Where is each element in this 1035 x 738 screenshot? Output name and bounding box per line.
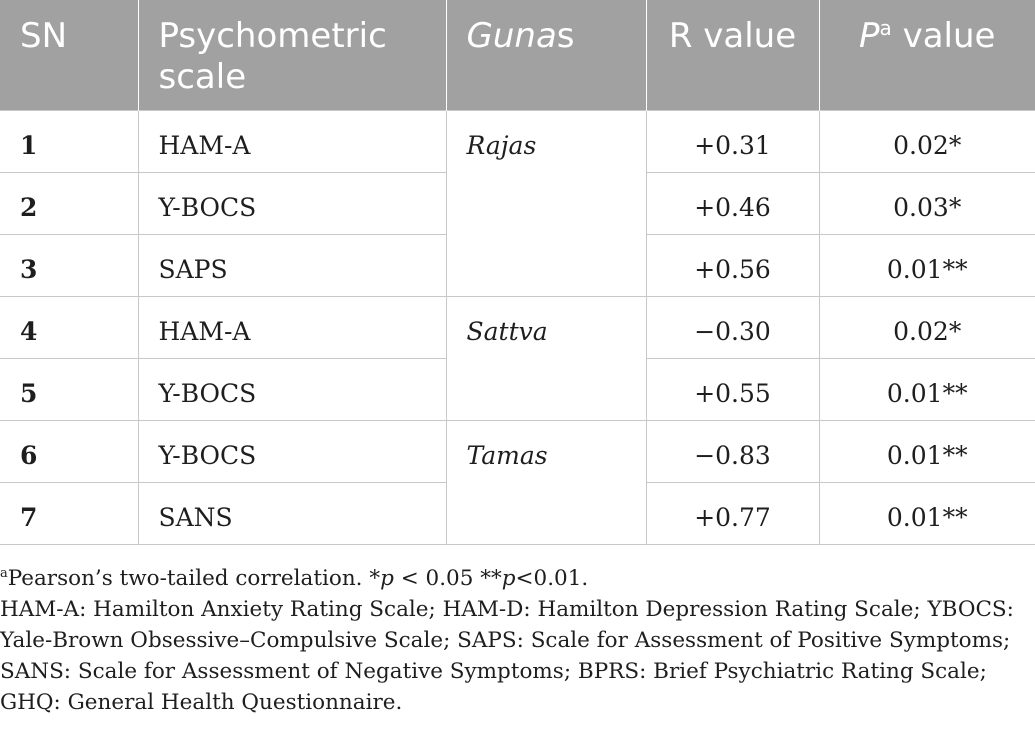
cell-r-value: +0.55 <box>646 358 819 420</box>
cell-scale: HAM-A <box>138 110 446 172</box>
header-row <box>0 0 1035 110</box>
cell-p-value: 0.03* <box>819 172 1035 234</box>
header-gunas-italic: Guna <box>466 16 557 56</box>
cell-sn: 4 <box>0 296 138 358</box>
header-p-superscript: a <box>879 16 892 40</box>
cell-p-value: 0.01** <box>819 358 1035 420</box>
header-p-suffix: value <box>891 16 996 56</box>
header-p-value <box>819 0 1035 110</box>
cell-sn: 3 <box>0 234 138 296</box>
table-row <box>0 420 1035 482</box>
footnote-marker: a <box>0 566 8 581</box>
cell-p-value: 0.02* <box>819 110 1035 172</box>
header-gunas <box>446 0 646 110</box>
table-header <box>0 0 1035 110</box>
cell-sn: 6 <box>0 420 138 482</box>
footnote-abbreviations: HAM-A: Hamilton Anxiety Rating Scale; HAM-D: Hamilton Depression Rating Scale; YBOCS: Yale-Brown Obsessive–Compulsive Scale; SAPS: Scale for Assessment of Positive Symptoms; SANS: Scale for Assessment of Negative Symptoms; BPRS: Brief Psychiatric Rating Scale; GHQ: General Health Questionnaire. <box>0 597 1014 715</box>
cell-r-value: −0.83 <box>646 420 819 482</box>
cell-guna: Tamas <box>446 420 646 544</box>
footnote-text-2: < 0.05 ** <box>393 566 502 591</box>
cell-scale: Y-BOCS <box>138 358 446 420</box>
cell-sn: 2 <box>0 172 138 234</box>
cell-scale: Y-BOCS <box>138 420 446 482</box>
cell-scale: SAPS <box>138 234 446 296</box>
footnote-significance <box>0 563 1035 594</box>
cell-r-value: +0.46 <box>646 172 819 234</box>
cell-sn: 5 <box>0 358 138 420</box>
table-body <box>0 110 1035 544</box>
cell-p-value: 0.01** <box>819 420 1035 482</box>
header-gunas-suffix: s <box>556 16 575 56</box>
cell-scale: SANS <box>138 482 446 544</box>
table-row <box>0 296 1035 358</box>
cell-r-value: +0.56 <box>646 234 819 296</box>
cell-r-value: +0.77 <box>646 482 819 544</box>
header-psychometric-scale: Psychometric scale <box>138 0 446 110</box>
cell-guna: Sattva <box>446 296 646 420</box>
table-row <box>0 110 1035 172</box>
cell-p-value: 0.02* <box>819 296 1035 358</box>
header-p-italic: P <box>859 16 880 56</box>
footnote-text-1: Pearson’s two-tailed correlation. * <box>7 566 381 591</box>
cell-r-value: −0.30 <box>646 296 819 358</box>
cell-scale: Y-BOCS <box>138 172 446 234</box>
footnote-p-2: p <box>501 566 516 591</box>
table-footnotes <box>0 563 1035 718</box>
footnote-text-3: <0.01. <box>515 566 589 591</box>
cell-p-value: 0.01** <box>819 482 1035 544</box>
cell-scale: HAM-A <box>138 296 446 358</box>
cell-p-value: 0.01** <box>819 234 1035 296</box>
cell-sn: 1 <box>0 110 138 172</box>
cell-sn: 7 <box>0 482 138 544</box>
header-r-value: R value <box>646 0 819 110</box>
footnote-p-1: p <box>380 566 394 591</box>
cell-r-value: +0.31 <box>646 110 819 172</box>
header-sn: SN <box>0 0 138 110</box>
cell-guna: Rajas <box>446 110 646 296</box>
